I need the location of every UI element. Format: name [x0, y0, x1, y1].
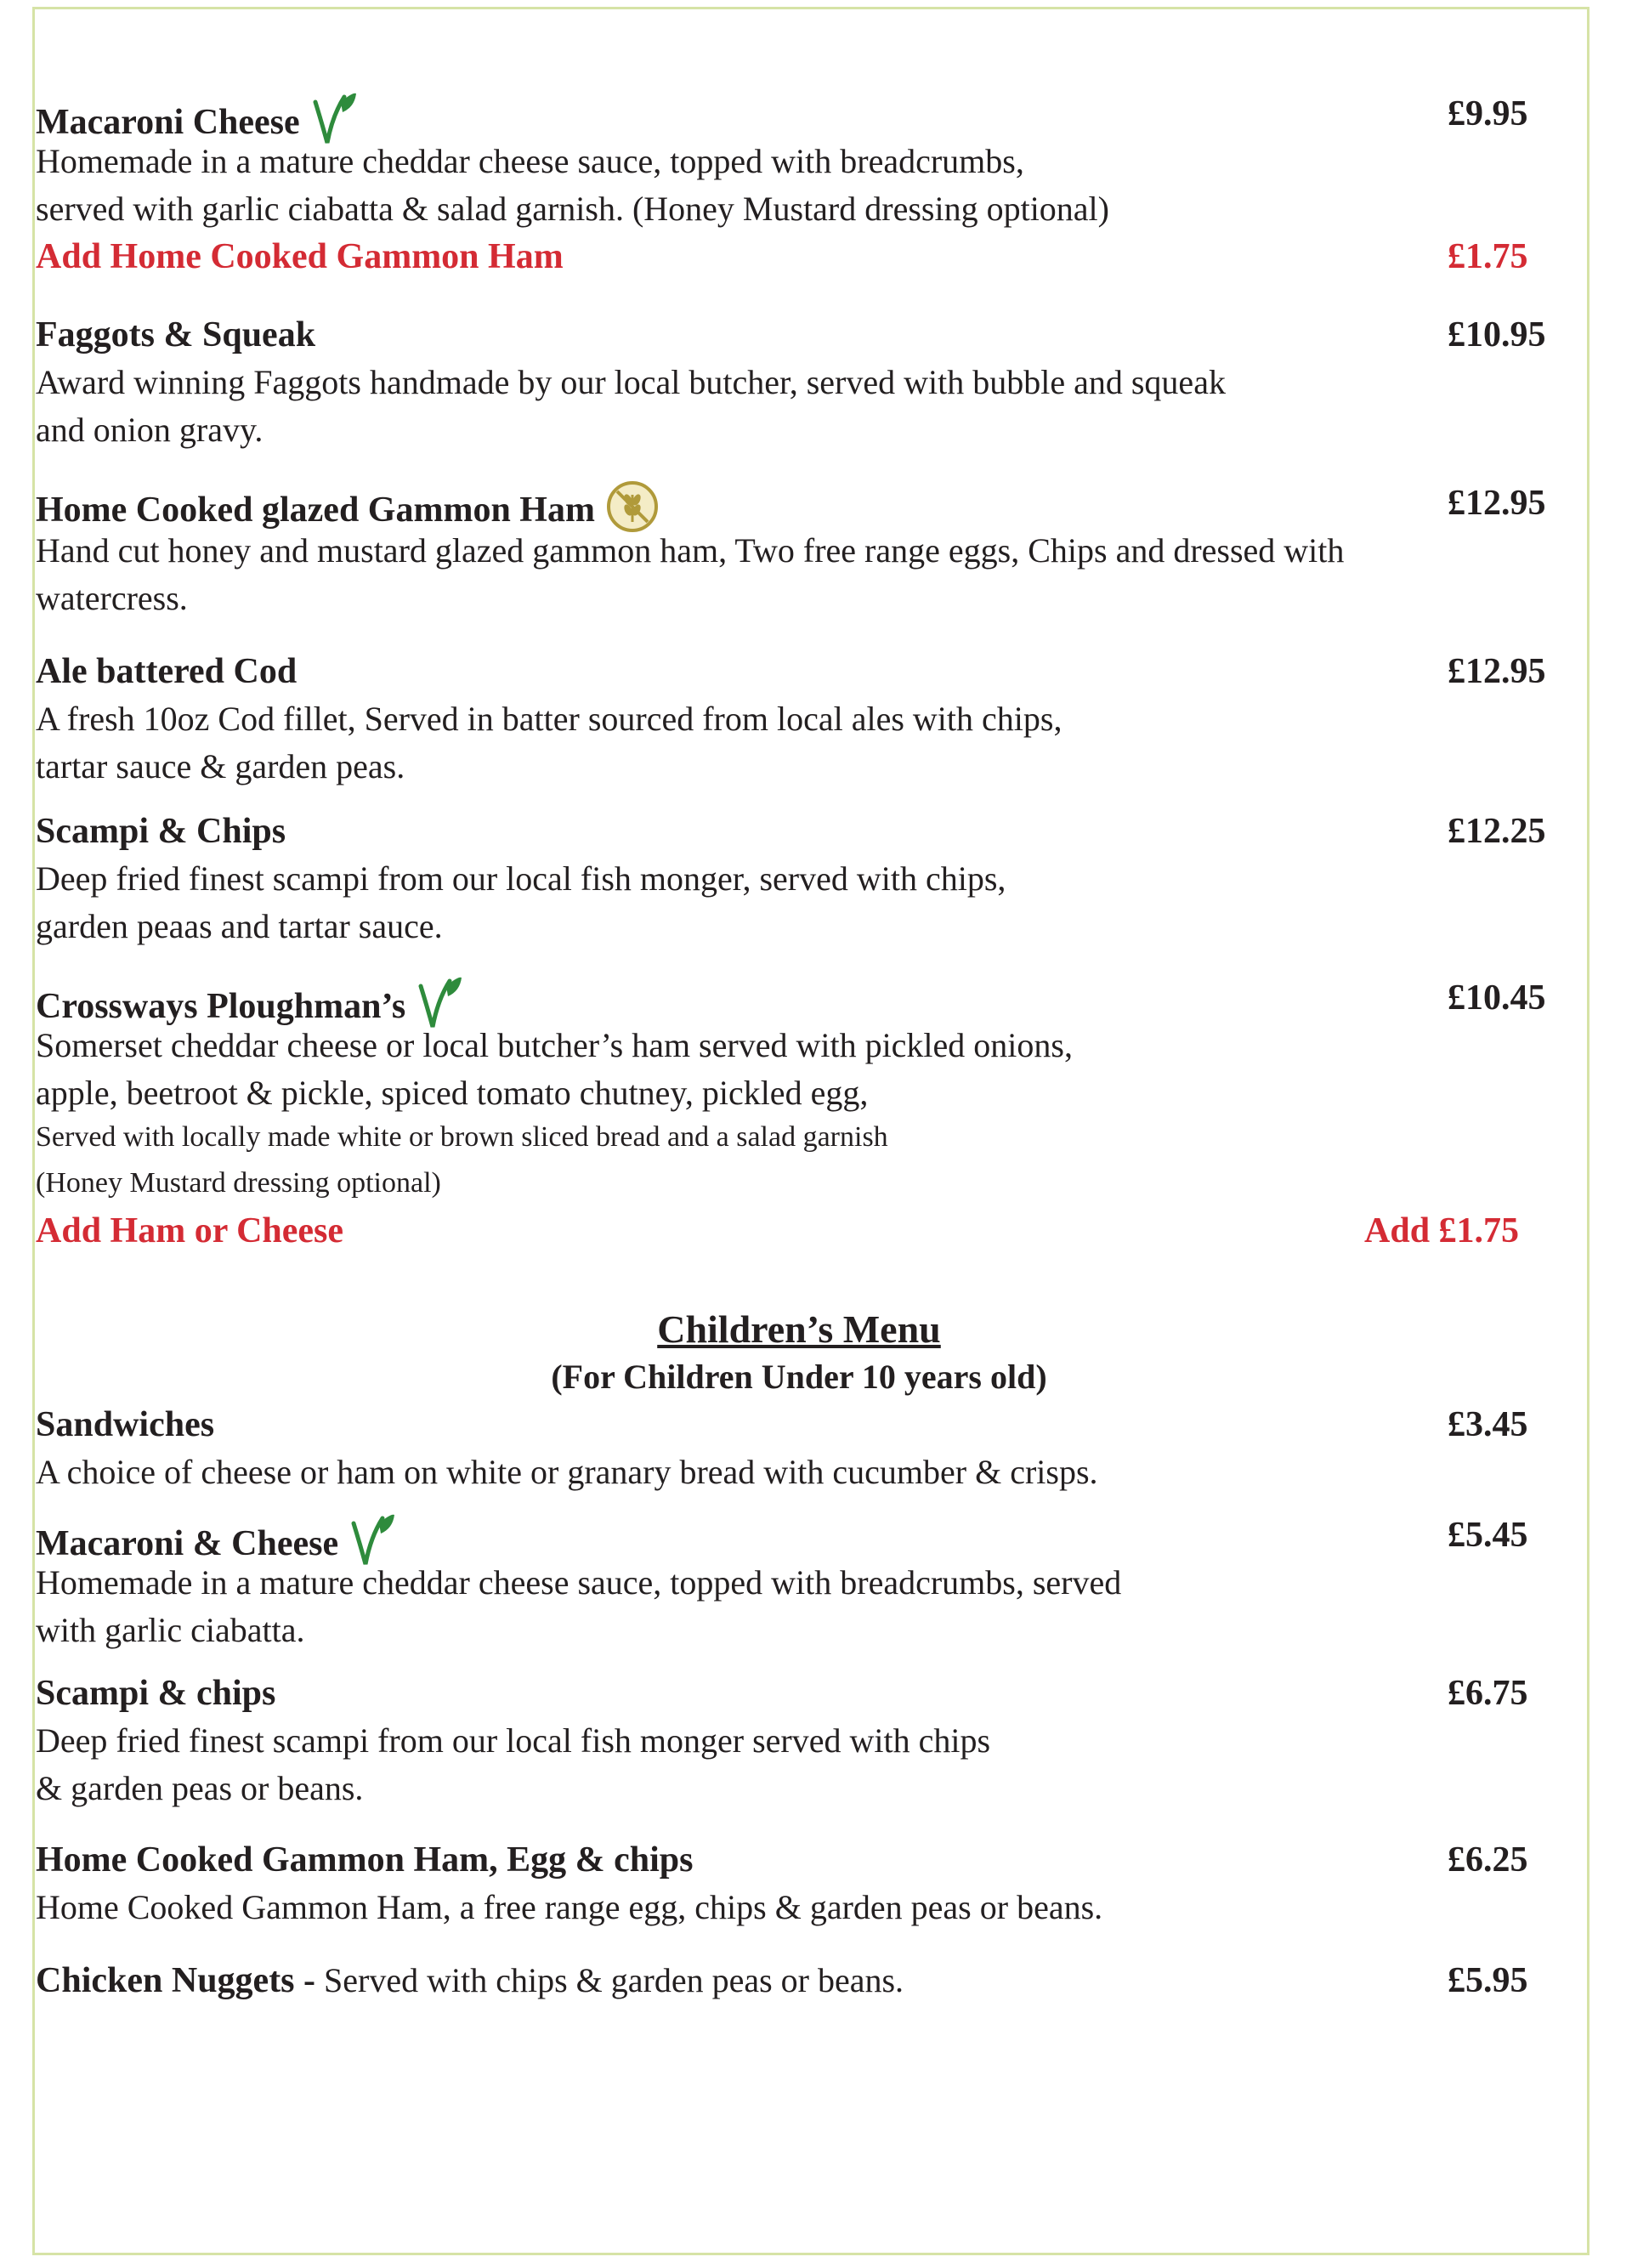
section-heading: Children’s Menu — [657, 1307, 941, 1351]
item-title: Home Cooked glazed Gammon Ham — [36, 490, 595, 530]
item-price: £10.45 — [1448, 978, 1546, 1018]
item-description: Deep fried finest scampi from our local fish monger served with chips — [36, 1721, 991, 1760]
item-description: Award winning Faggots handmade by our local butcher, served with bubble and squeak — [36, 363, 1226, 401]
item-description: A fresh 10oz Cod fillet, Served in batter sourced from local ales with chips, — [36, 700, 1062, 738]
item-price: £12.25 — [1448, 812, 1546, 851]
item-description: garden peaas and tartar sauce. — [36, 907, 443, 945]
item-description: Served with locally made white or brown sliced bread and a salad garnish — [36, 1121, 888, 1153]
item-description: Homemade in a mature cheddar cheese sauce, topped with breadcrumbs, — [36, 142, 1024, 180]
item-price: £5.95 — [1448, 1961, 1528, 2000]
item-title: Ale battered Cod — [36, 652, 298, 691]
item-description: Somerset cheddar cheese or local butcher’s ham served with pickled onions, — [36, 1026, 1073, 1064]
item-description: (Honey Mustard dressing optional) — [36, 1167, 441, 1199]
item-title: Chicken Nuggets - — [36, 1961, 316, 2000]
item-price: £5.45 — [1448, 1516, 1528, 1555]
item-description: Homemade in a mature cheddar cheese sauce, topped with breadcrumbs, served — [36, 1563, 1122, 1602]
item-description: served with garlic ciabatta & salad garnish. (Honey Mustard dressing optional) — [36, 190, 1109, 228]
item-price: £9.95 — [1448, 94, 1528, 133]
item-description: A choice of cheese or ham on white or granary bread with cucumber & crisps. — [36, 1453, 1098, 1491]
item-title: Home Cooked Gammon Ham, Egg & chips — [36, 1840, 694, 1880]
item-price: £6.25 — [1448, 1840, 1528, 1880]
item-price: £12.95 — [1448, 652, 1546, 691]
item-price: £12.95 — [1448, 484, 1546, 523]
item-description: Home Cooked Gammon Ham, a free range egg, chips & garden peas or beans. — [36, 1888, 1103, 1926]
item-description: Deep fried finest scampi from our local fish monger, served with chips, — [36, 859, 1006, 898]
addon-price: £1.75 — [1448, 237, 1528, 276]
item-description: watercress. — [36, 579, 188, 617]
item-title: Macaroni & Cheese — [36, 1524, 339, 1564]
item-price: £3.45 — [1448, 1405, 1528, 1444]
item-description: Served with chips & garden peas or beans. — [315, 1961, 904, 1999]
item-title: Faggots & Squeak — [36, 315, 316, 354]
item-description: tartar sauce & garden peas. — [36, 747, 405, 785]
item-description: with garlic ciabatta. — [36, 1611, 305, 1649]
addon-price: Add £1.75 — [1364, 1211, 1520, 1250]
addon-label: Add Ham or Cheese — [36, 1211, 344, 1250]
item-title: Macaroni Cheese — [36, 103, 300, 143]
item-description: Hand cut honey and mustard glazed gammon ham, Two free range eggs, Chips and dressed with — [36, 531, 1345, 570]
item-title: Scampi & Chips — [36, 812, 286, 851]
item-title: Scampi & chips — [36, 1674, 276, 1713]
addon-label: Add Home Cooked Gammon Ham — [36, 237, 564, 276]
item-description: and onion gravy. — [36, 411, 264, 449]
section-subheading: (For Children Under 10 years old) — [551, 1358, 1047, 1396]
item-description: apple, beetroot & pickle, spiced tomato chutney, pickled egg, — [36, 1074, 869, 1112]
item-price: £10.95 — [1448, 315, 1546, 354]
item-description: & garden peas or beans. — [36, 1769, 364, 1807]
item-price: £6.75 — [1448, 1674, 1528, 1713]
item-title: Sandwiches — [36, 1405, 215, 1444]
item-title: Crossways Ploughman’s — [36, 987, 406, 1027]
